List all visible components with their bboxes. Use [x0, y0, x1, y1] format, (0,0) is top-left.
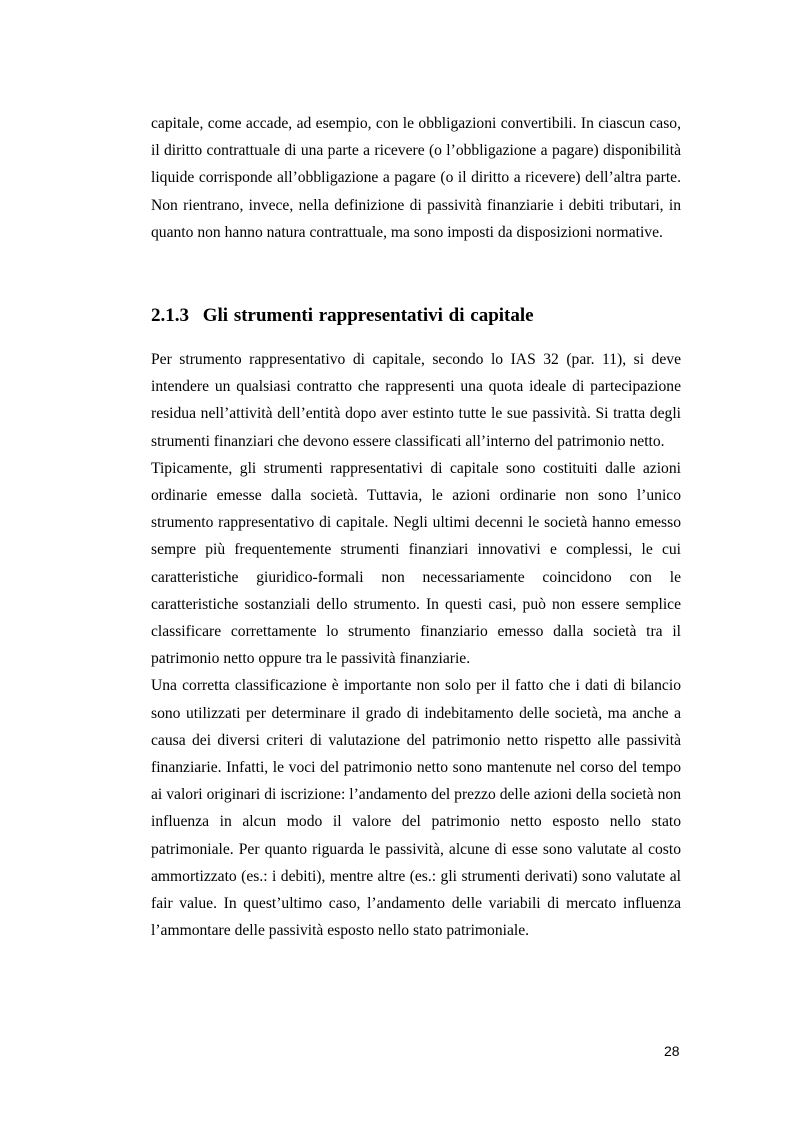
document-page	[151, 110, 681, 944]
section-heading	[151, 302, 681, 330]
section-title: Gli strumenti rappresentativi di capitale	[202, 305, 534, 327]
paragraph-intro: capitale, come accade, ad esempio, con le obbligazioni convertibili. In ciascun caso, il diritto contrattuale di una parte a ricevere (o l’obbligazione a pagare) disponibilità liquide corrisponde all’obbligazione a pagare (o il diritto a ricevere) dell’altra parte. Non rientrano, invece, nella definizione di passività finanziarie i debiti tributari, in quanto non hanno natura contrattuale, ma sono imposti da disposizioni normative.	[151, 115, 681, 241]
paragraph-classification: Una corretta classificazione è importante non solo per il fatto che i dati di bilancio sono utilizzati per determinare il grado di indebitamento delle società, ma anche a causa dei diversi criteri di valutazione del patrimonio netto rispetto alle passività finanziarie. Infatti, le voci del patrimonio netto sono mantenute nel corso del tempo ai valori originari di iscrizione: l’andamento del prezzo delle azioni della società non influenza in alcun modo il valore del patrimonio netto esposto nello stato patrimoniale. Per quanto riguarda le passività, alcune di esse sono valutate al costo ammortizzato (es.: i debiti), mentre altre (es.: gli strumenti derivati) sono valutate al fair value. In quest’ultimo caso, l’andamento delle variabili di mercato influenza l’ammontare delle passività esposto nello stato patrimoniale.	[151, 677, 681, 940]
page-number: 28	[664, 1043, 680, 1059]
paragraph-definition: Per strumento rappresentativo di capitale, secondo lo IAS 32 (par. 11), si deve intendere un qualsiasi contratto che rappresenti una quota ideale di partecipazione residua nell’attività dell’entità dopo aver estinto tutte le sue passività. Si tratta degli strumenti finanziari che devono essere classificati all’interno del patrimonio netto.	[151, 351, 681, 450]
paragraph-typical-instruments: Tipicamente, gli strumenti rappresentativi di capitale sono costituiti dalle azioni ordinarie emesse dalla società. Tuttavia, le azioni ordinarie non sono l’unico strumento rappresentativo di capitale. Negli ultimi decenni le società hanno emesso sempre più frequentemente strumenti finanziari innovativi e complessi, le cui caratteristiche giuridico-formali non necessariamente coincidono con le caratteristiche sostanziali dello strumento. In questi casi, può non essere semplice classificare correttamente lo strumento finanziario emesso dalla società tra il patrimonio netto oppure tra le passività finanziarie.	[151, 459, 681, 668]
section-number: 2.1.3	[151, 305, 189, 327]
